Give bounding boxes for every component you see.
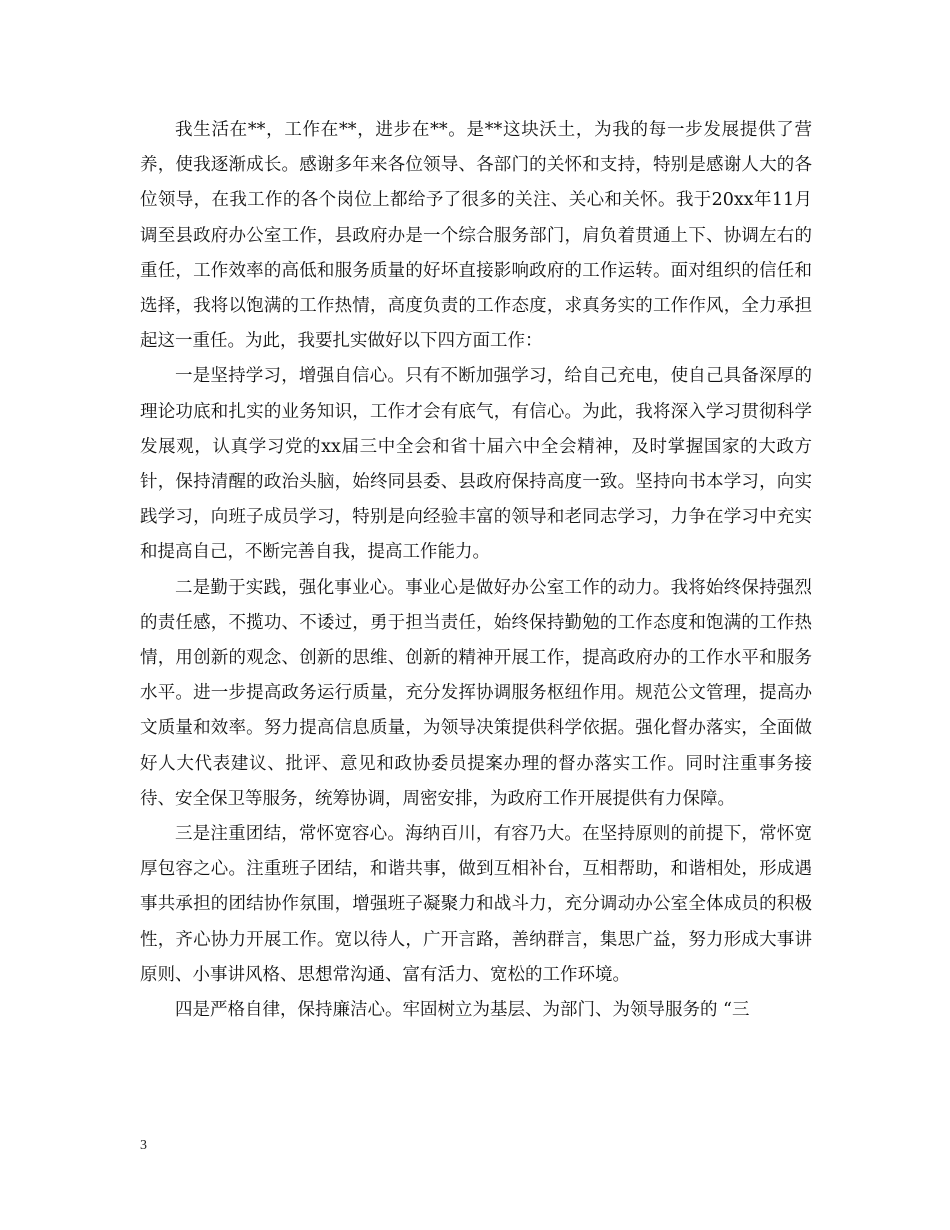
paragraph-point-one: 一是坚持学习，增强自信心。只有不断加强学习，给自己充电，使自己具备深厚的理论功底和扎实的业务知识，工作才会有底气，有信心。为此，我将深入学习贯彻科学发展观，认真学习党的xx届三中全会和省十届六中全会精神，及时掌握国家的大政方针，保持清醒的政治头脑，始终同县委、县政府保持高度一致。坚持向书本学习，向实践学习，向班子成员学习，特别是向经验丰富的领导和老同志学习，力争在学习中充实和提高自己，不断完善自我，提高工作能力。 — [140, 366, 812, 563]
paragraph-point-four: 四是严格自律，保持廉洁心。牢固树立为基层、为部门、为领导服务的 “三 — [175, 1000, 750, 1021]
paragraph-point-three: 三是注重团结，常怀宽容心。海纳百川，有容乃大。在坚持原则的前提下，常怀宽厚包容之心。注重班子团结，和谐共事，做到互相补台，互相帮助，和谐相处，形成遇事共承担的团结协作氛围，增强班子凝聚力和战斗力，充分调动办公室全体成员的积极性，齐心协力开展工作。宽以待人，广开言路，善纳群言，集思广益，努力形成大事讲原则、小事讲风格、思想常沟通、富有活力、宽松的工作环境。 — [140, 824, 812, 985]
page-number: 3 — [140, 1138, 147, 1153]
document-body — [140, 113, 812, 1028]
paragraph-intro: 我生活在**，工作在**，进步在**。是**这块沃土，为我的每一步发展提供了营养，使我逐渐成长。感谢多年来各位领导、各部门的关怀和支持，特别是感谢人大的各位领导，在我工作的各个岗位上都给予了很多的关注、关心和关怀。我于20xx年11月调至县政府办公室工作，县政府办是一个综合服务部门，肩负着贯通上下、协调左右的重任，工作效率的高低和服务质量的好坏直接影响政府的工作运转。面对组织的信任和选择，我将以饱满的工作热情，高度负责的工作态度，求真务实的工作作风，全力承担起这一重任。为此，我要扎实做好以下四方面工作： — [140, 120, 812, 352]
paragraph-point-two: 二是勤于实践，强化事业心。事业心是做好办公室工作的动力。我将始终保持强烈的责任感，不揽功、不诿过，勇于担当责任，始终保持勤勉的工作态度和饱满的工作热情，用创新的观念、创新的思维、创新的精神开展工作，提高政府办的工作水平和服务水平。进一步提高政务运行质量，充分发挥协调服务枢纽作用。规范公文管理，提高办文质量和效率。努力提高信息质量，为领导决策提供科学依据。强化督办落实，全面做好人大代表建议、批评、意见和政协委员提案办理的督办落实工作。同时注重事务接待、安全保卫等服务，统筹协调，周密安排，为政府工作开展提供有力保障。 — [140, 577, 812, 809]
